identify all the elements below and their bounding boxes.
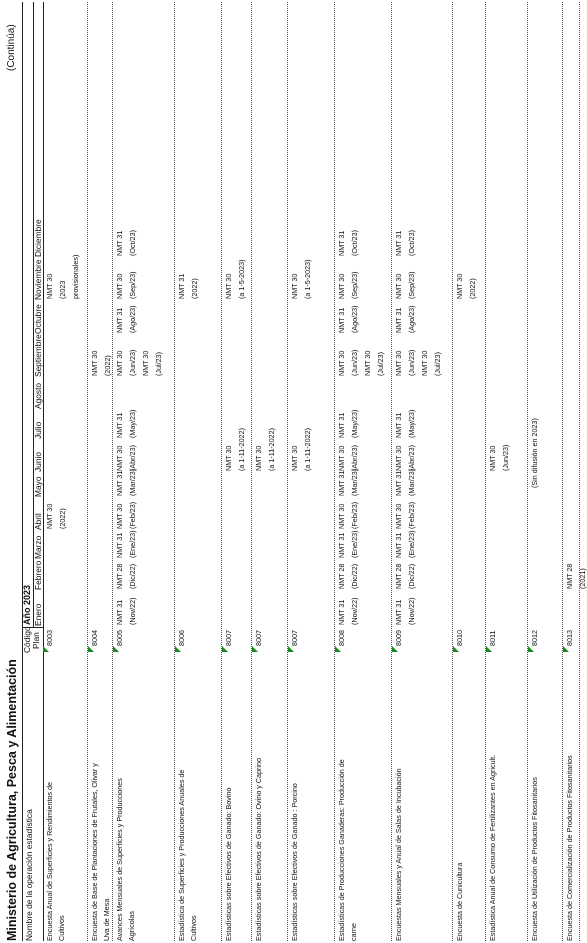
schedule-cell: (May/23) — [407, 409, 416, 438]
schedule-cell: (May/23) — [350, 409, 359, 438]
schedule-cell: NMT 31 — [115, 470, 124, 496]
row-name: Estadística de Superficies y Producciones Anuales de — [177, 769, 186, 941]
schedule-cell: NMT 28 — [115, 563, 124, 589]
row-name: Encuesta de Cunicultura — [455, 862, 464, 941]
span-note: (Sin difusión en 2023) — [530, 418, 539, 488]
schedule-cell: NMT 31 — [394, 599, 403, 625]
comment-marker — [252, 646, 258, 652]
schedule-cell: (Nov/22) — [128, 597, 137, 625]
schedule-cell: (Sep/23) — [350, 271, 359, 299]
month-header-3: Marzo — [33, 535, 43, 559]
schedule-cell: (2021) — [578, 568, 587, 589]
schedule-cell: (a 1-5-2023) — [237, 259, 246, 299]
schedule-cell: (a 1-5-2023) — [303, 259, 312, 299]
schedule-cell: NMT 30 — [488, 445, 497, 471]
schedule-cell: NMT 30 — [337, 350, 346, 376]
schedule-cell: (Dic/22) — [128, 563, 137, 589]
schedule-cell: NMT 28 — [394, 563, 403, 589]
schedule-cell: NMT 31 — [115, 307, 124, 333]
row-separator — [562, 2, 563, 941]
schedule-cell: (a 1-11-2022) — [303, 427, 312, 471]
row-code: 8007 — [224, 630, 233, 646]
schedule-cell: (Jun/23) — [501, 444, 510, 471]
schedule-cell: (2022) — [190, 278, 199, 299]
schedule-cell: NMT 30 — [363, 350, 372, 376]
row-name: Agrícolas — [127, 911, 136, 941]
schedule-cell: NMT 30 — [115, 273, 124, 299]
schedule-cell: (Ago/23) — [350, 305, 359, 333]
row-code: 8013 — [565, 630, 574, 646]
month-header-5: Mayo — [33, 476, 43, 497]
schedule-cell: (Mar/23) — [128, 468, 137, 496]
row-name: Encuestas Mensuales y Anual de Salas de Incubación — [394, 768, 403, 941]
schedule-cell: NMT 30 — [254, 445, 263, 471]
month-header-9: Septiembre — [33, 334, 43, 377]
schedule-cell: (Abr/23) — [350, 445, 359, 471]
schedule-cell: NMT 30 — [290, 273, 299, 299]
schedule-cell: NMT 30 — [115, 503, 124, 529]
header-code-1: Código — [22, 626, 32, 653]
comment-marker — [486, 646, 492, 652]
schedule-cell: NMT 31 — [394, 230, 403, 256]
row-name: Estadística Anual de Consumo de Fertilizantes en Agricult. — [488, 754, 497, 941]
comment-marker — [222, 646, 228, 652]
schedule-cell: NMT 30 — [337, 273, 346, 299]
schedule-cell: NMT 30 — [115, 445, 124, 471]
schedule-cell: NMT 30 — [45, 273, 54, 299]
row-code: 8009 — [394, 630, 403, 646]
schedule-cell: (Jun/23) — [128, 349, 137, 376]
month-header-10: Octubre — [33, 304, 43, 334]
schedule-cell: NMT 31 — [337, 412, 346, 438]
row-code: 8012 — [530, 630, 539, 646]
schedule-cell: (2022) — [103, 355, 112, 376]
comment-marker — [288, 646, 294, 652]
schedule-cell: NMT 31 — [115, 599, 124, 625]
header-year: Año 2023 — [22, 584, 32, 625]
comment-marker — [88, 646, 94, 652]
comment-marker — [392, 646, 398, 652]
row-code: 8011 — [488, 630, 497, 646]
header-divider — [22, 627, 43, 628]
schedule-cell: NMT 31 — [394, 470, 403, 496]
schedule-cell: NMT 31 — [337, 599, 346, 625]
schedule-cell: (a 1-11-2022) — [267, 427, 276, 471]
row-code: 8008 — [337, 630, 346, 646]
schedule-cell: NMT 30 — [224, 273, 233, 299]
schedule-cell: NMT 30 — [224, 445, 233, 471]
row-code: 8010 — [455, 630, 464, 646]
schedule-cell: (Abr/23) — [407, 445, 416, 471]
schedule-cell: (Ago/23) — [128, 305, 137, 333]
month-header-2: Febrero — [33, 560, 43, 590]
row-name: carne — [349, 923, 358, 941]
row-name: Avances Mensuales de Superficies y Producciones — [115, 778, 124, 941]
row-separator — [287, 2, 288, 941]
comment-marker — [528, 646, 534, 652]
schedule-cell: NMT 31 — [337, 307, 346, 333]
schedule-cell: (Ene/23) — [350, 530, 359, 558]
top-rule — [22, 2, 23, 941]
schedule-cell: NMT 31 — [337, 230, 346, 256]
row-name: Estadísticas de Producciones Ganaderas: Producción de — [337, 759, 346, 941]
row-code: 8007 — [290, 630, 299, 646]
schedule-cell: NMT 30 — [455, 273, 464, 299]
comment-marker — [43, 646, 49, 652]
row-name: Encuesta Anual de Superficies y Rendimientos de — [45, 781, 54, 941]
row-code: 8004 — [90, 630, 99, 646]
schedule-cell: (Feb/23) — [128, 501, 137, 529]
schedule-cell: (Jun/23) — [350, 349, 359, 376]
header-bottom-rule — [43, 2, 44, 941]
row-separator — [579, 2, 580, 941]
schedule-cell: (Feb/23) — [407, 501, 416, 529]
row-separator — [527, 2, 528, 941]
row-separator — [87, 2, 88, 941]
row-code: 8003 — [45, 630, 54, 646]
schedule-cell: (Nov/22) — [407, 597, 416, 625]
row-name: Encuesta de Base de Plantaciones de Frutales, Olivar y — [90, 763, 99, 941]
month-header-11: Noviembre — [33, 259, 43, 300]
schedule-cell: (a 1-11-2022) — [237, 427, 246, 471]
page-title: Ministerio de Agricultura, Pesca y Alimentación — [5, 659, 19, 941]
schedule-cell: NMT 30 — [115, 350, 124, 376]
schedule-cell: NMT 31 — [115, 532, 124, 558]
month-header-4: Abril — [33, 513, 43, 530]
row-separator — [334, 2, 335, 941]
schedule-cell: NMT 30 — [337, 445, 346, 471]
schedule-cell: NMT 30 — [420, 350, 429, 376]
schedule-cell: NMT 31 — [337, 470, 346, 496]
row-code: 8007 — [254, 630, 263, 646]
schedule-cell: (Feb/23) — [350, 501, 359, 529]
schedule-cell: NMT 30 — [394, 350, 403, 376]
schedule-cell: (Abr/23) — [128, 445, 137, 471]
schedule-cell: (Dic/22) — [407, 563, 416, 589]
schedule-cell: NMT 28 — [565, 563, 574, 589]
schedule-cell: (Ago/23) — [407, 305, 416, 333]
row-name: Cultivos — [57, 915, 66, 941]
schedule-cell: (Mar/23) — [350, 468, 359, 496]
schedule-cell: NMT 31 — [177, 273, 186, 299]
row-separator — [174, 2, 175, 941]
comment-marker — [453, 646, 459, 652]
row-name: Encuesta de Comercialización de Productos Fitosanitarios — [565, 755, 574, 941]
schedule-cell: (2022) — [58, 508, 67, 529]
schedule-cell: (Sep/23) — [128, 271, 137, 299]
schedule-cell: (Oct/23) — [407, 230, 416, 256]
row-separator — [452, 2, 453, 941]
schedule-cell: (Oct/23) — [128, 230, 137, 256]
schedule-cell: (Jun/23) — [407, 349, 416, 376]
row-separator — [485, 2, 486, 941]
comment-marker — [113, 646, 119, 652]
row-name: Estadísticas sobre Efectivos de Ganado: Ovino y Caprino — [254, 758, 263, 941]
schedule-cell: (Ene/23) — [128, 530, 137, 558]
month-header-1: Enero — [33, 603, 43, 626]
row-separator — [251, 2, 252, 941]
month-header-12: Diciembre — [33, 219, 43, 257]
schedule-cell: (Nov/22) — [350, 597, 359, 625]
row-code: 8006 — [177, 630, 186, 646]
schedule-cell: (2023 — [58, 280, 67, 299]
row-name: Estadísticas sobre Efectivos de Ganado : Porcino — [290, 783, 299, 941]
row-name: Uva de Mesa — [102, 898, 111, 941]
comment-marker — [175, 646, 181, 652]
schedule-cell: NMT 30 — [394, 503, 403, 529]
comment-marker — [335, 646, 341, 652]
schedule-cell: NMT 30 — [394, 273, 403, 299]
header-name: Nombre de la operación estadística — [24, 809, 34, 941]
schedule-cell: NMT 31 — [394, 307, 403, 333]
schedule-cell: (Sep/23) — [407, 271, 416, 299]
schedule-cell: NMT 30 — [290, 445, 299, 471]
row-name: Cultivos — [189, 915, 198, 941]
month-header-7: Julio — [33, 421, 43, 439]
schedule-cell: NMT 31 — [394, 532, 403, 558]
header-code-2: Plan — [31, 632, 41, 649]
schedule-cell: (Jul/23) — [433, 352, 442, 376]
schedule-cell: NMT 31 — [115, 230, 124, 256]
schedule-cell: NMT 31 — [337, 532, 346, 558]
row-separator — [112, 2, 113, 941]
row-separator — [221, 2, 222, 941]
month-header-8: Agosto — [33, 382, 43, 409]
month-header-6: Junio — [33, 451, 43, 472]
schedule-cell: (Jul/23) — [376, 352, 385, 376]
schedule-cell: NMT 30 — [45, 503, 54, 529]
schedule-cell: (Oct/23) — [350, 230, 359, 256]
row-name: Encuesta de Utilización de Productos Fitosanitarios — [530, 777, 539, 941]
row-name: Estadísticas sobre Efectivos de Ganado: Bovino — [224, 787, 233, 941]
row-code: 8005 — [115, 630, 124, 646]
schedule-cell: NMT 30 — [141, 350, 150, 376]
schedule-cell: NMT 28 — [337, 563, 346, 589]
schedule-cell: provisionales) — [71, 254, 80, 299]
schedule-cell: (Ene/23) — [407, 530, 416, 558]
schedule-cell: (Jul/23) — [154, 352, 163, 376]
schedule-cell: (May/23) — [128, 409, 137, 438]
continues-label: (Continúa) — [6, 24, 17, 71]
schedule-cell: NMT 30 — [337, 503, 346, 529]
row-separator — [391, 2, 392, 941]
schedule-cell: (2022) — [468, 278, 477, 299]
schedule-cell: NMT 30 — [90, 350, 99, 376]
schedule-cell: NMT 31 — [115, 412, 124, 438]
schedule-cell: NMT 31 — [394, 412, 403, 438]
schedule-cell: (Dic/22) — [350, 563, 359, 589]
schedule-cell: NMT 30 — [394, 445, 403, 471]
comment-marker — [563, 646, 569, 652]
schedule-cell: (Mar/23) — [407, 468, 416, 496]
